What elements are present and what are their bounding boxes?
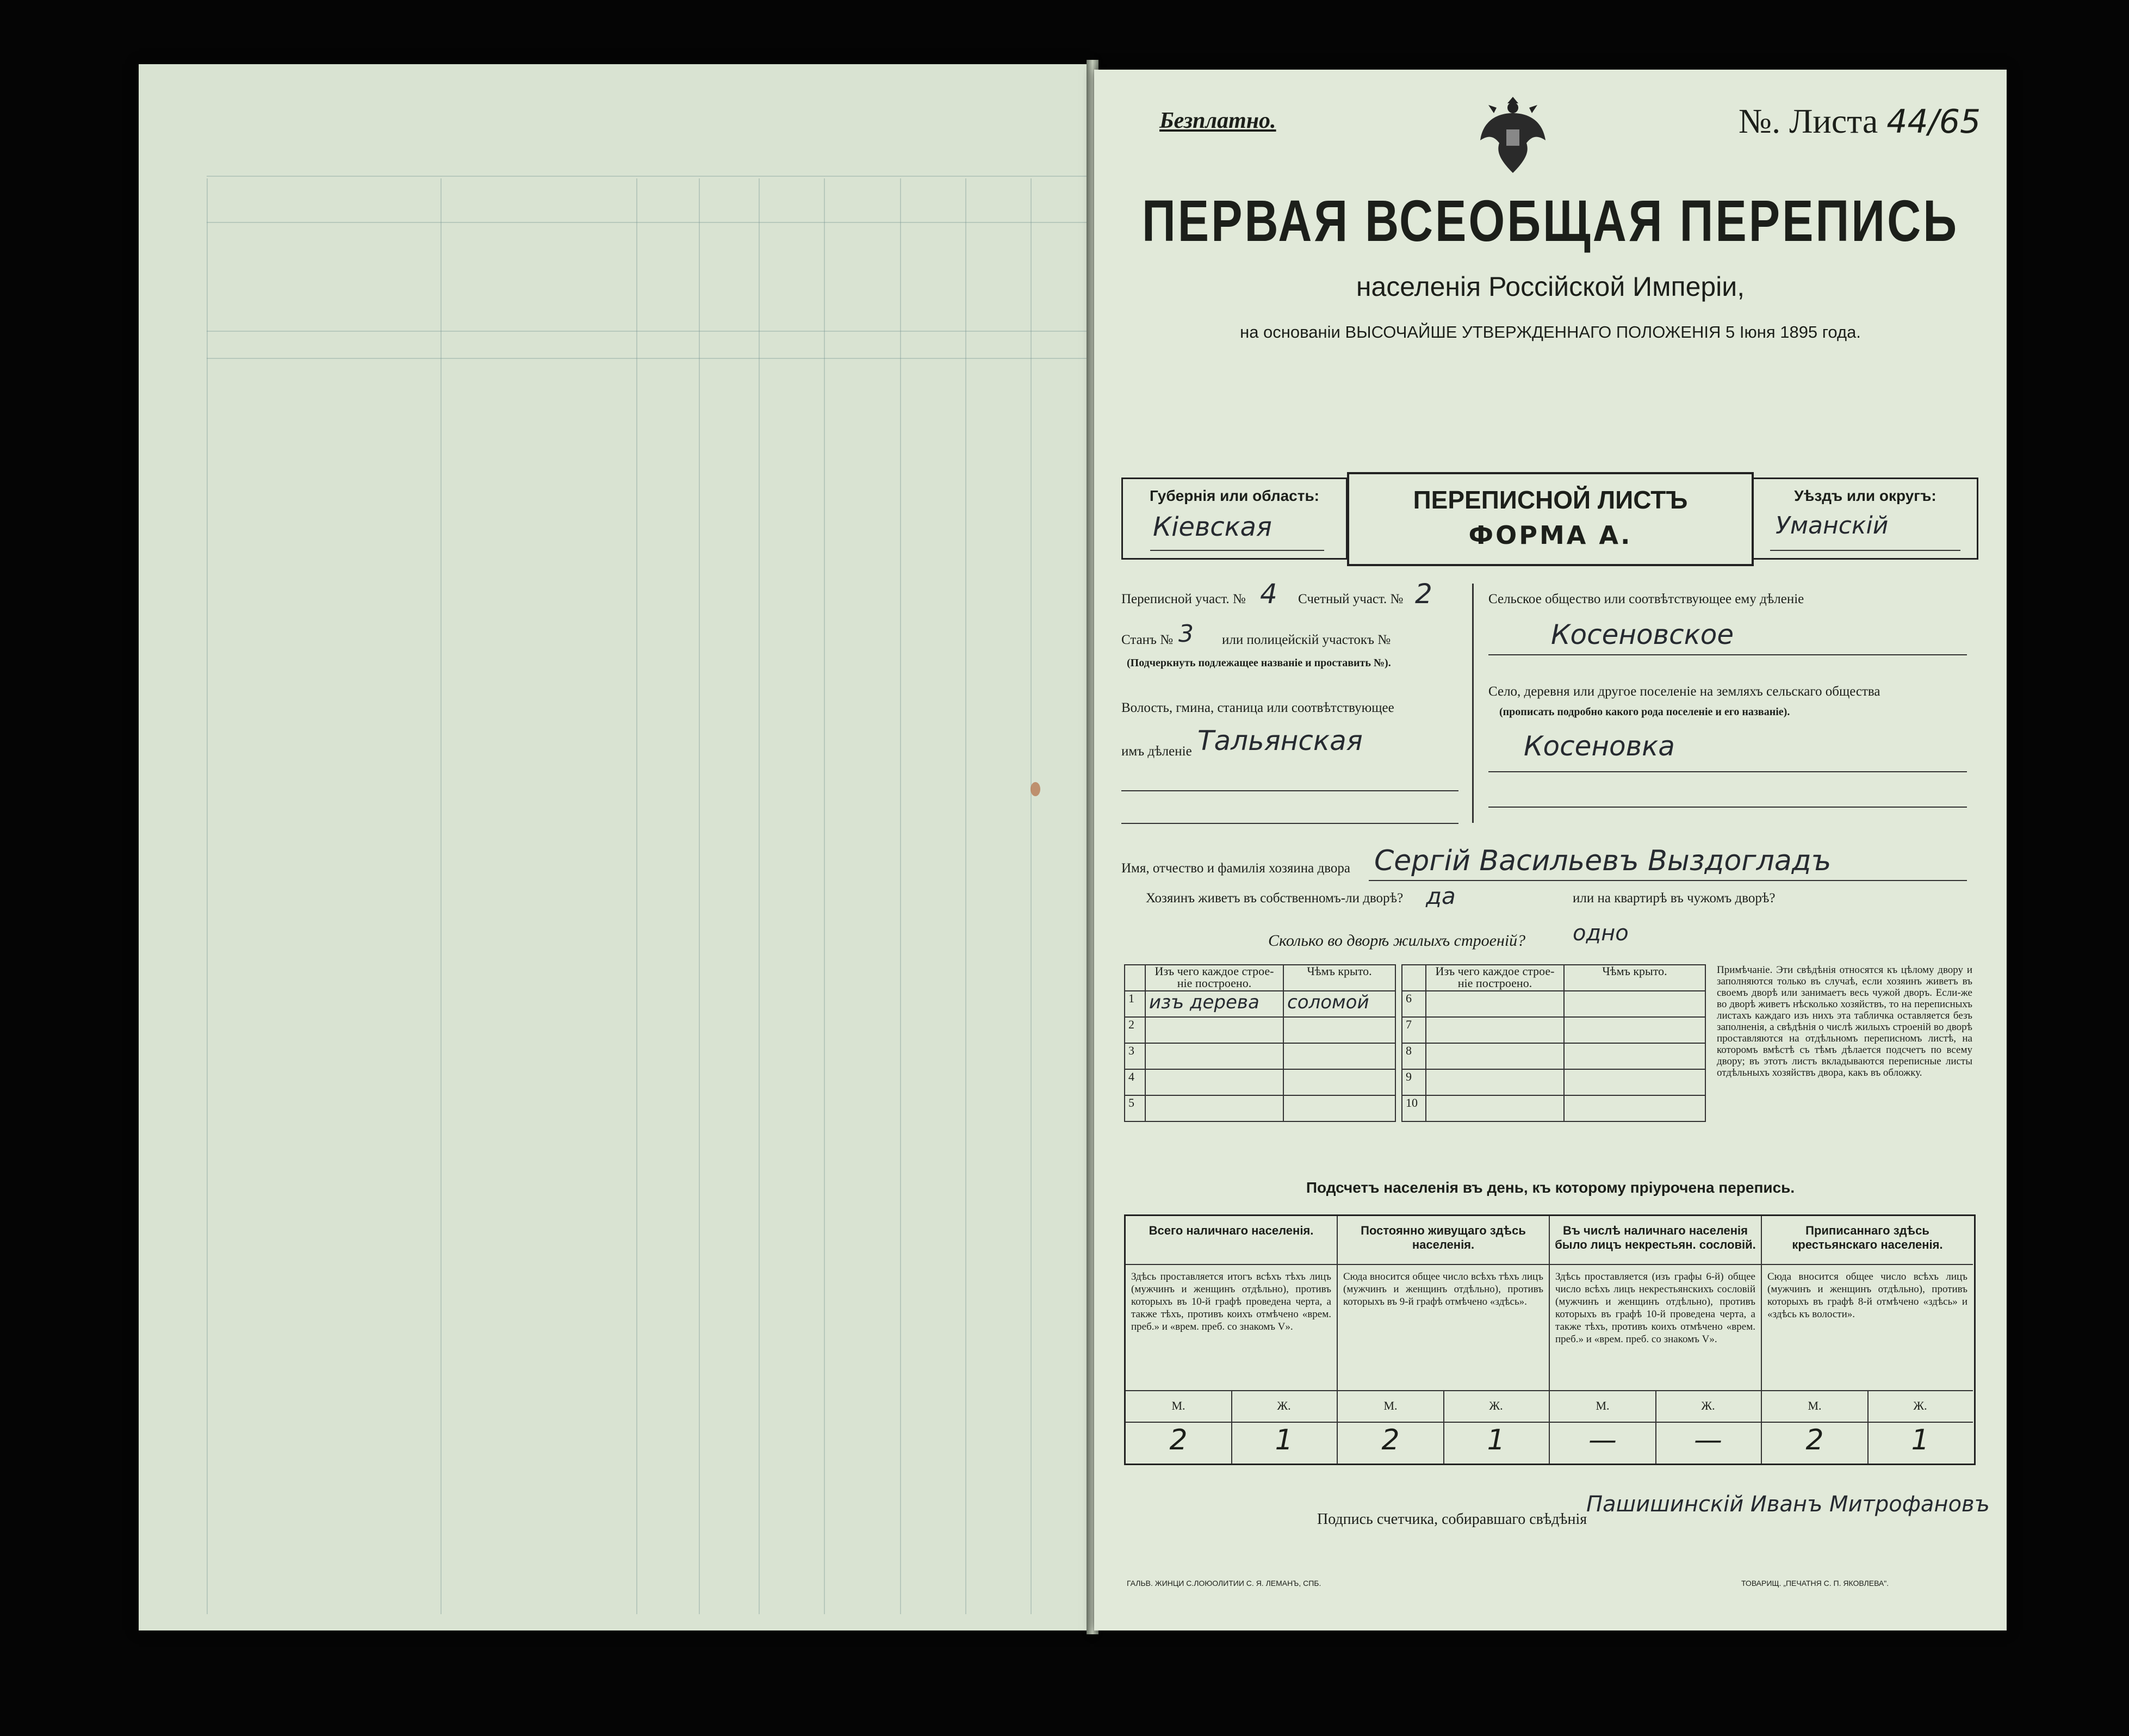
population-heading: Подсчетъ населенія въ день, къ которому пріурочена перепись. [1306, 1179, 1795, 1196]
population-column-desc: Сюда вносится общее число всѣхъ лицъ (мужчинъ и женщинъ отдѣльно), противъ которыхъ въ графѣ 8-й отмѣчено «здѣсь» и «здѣсь къ волости». [1762, 1266, 1973, 1391]
table-row [1402, 1043, 1705, 1069]
row-number: 7 [1402, 1017, 1426, 1043]
ghost-line [207, 331, 1093, 332]
population-column-desc: Здѣсь проставляется итогъ всѣхъ тѣхъ лицъ (мужчинъ и женщинъ отдѣльно), противъ которыхъ въ 10-й графѣ проведена черта, а также тѣхъ, противъ коихъ отмѣчено «врем. преб.» и «врем. преб. со знакомъ V». [1126, 1266, 1337, 1391]
police-label: или полицейскій участокъ № [1222, 633, 1391, 647]
paper-stain [1031, 782, 1040, 796]
female-count: 1 [1911, 1424, 1929, 1456]
material-value [1145, 1017, 1283, 1043]
female-label: Ж. [1231, 1391, 1337, 1423]
material-value: изъ дерева [1145, 991, 1283, 1017]
village-note: (прописать подробно какого рода поселеніе и его названіе). [1499, 706, 1790, 718]
rent-label: или на квартирѣ въ чужомъ дворѣ? [1573, 891, 1776, 906]
underline-note: (Подчеркнуть подлежащее названіе и проставить №). [1127, 657, 1391, 669]
row-number: 9 [1402, 1069, 1426, 1095]
material-value [1426, 991, 1564, 1017]
population-column [1338, 1216, 1550, 1464]
row-number: 8 [1402, 1043, 1426, 1069]
female-count: — [1694, 1424, 1722, 1456]
table-row [1125, 1095, 1395, 1121]
counter-signature: Пашишинскій Иванъ Митрофановъ [1586, 1492, 1990, 1517]
population-column [1762, 1216, 1973, 1464]
roof-value [1283, 1043, 1395, 1069]
table-cell-num-head [1125, 965, 1145, 991]
buildings-table-right [1401, 964, 1706, 1122]
ghost-line [207, 358, 1093, 359]
male-count: — [1588, 1424, 1617, 1456]
province-label: Губернія или область: [1149, 487, 1320, 504]
underline [1121, 823, 1458, 824]
male-label: М. [1550, 1391, 1655, 1423]
female-label: Ж. [1655, 1391, 1761, 1423]
roof-value [1564, 1095, 1705, 1121]
ghost-line [824, 178, 825, 1614]
row-number: 3 [1125, 1043, 1145, 1069]
ghost-line [699, 178, 700, 1614]
ghost-line [636, 178, 637, 1614]
underline [1369, 880, 1967, 881]
village-value: Косеновка [1524, 730, 1675, 762]
col-roof-head: Чѣмъ крыто. [1283, 965, 1395, 991]
population-column-head: Приписаннаго здѣсь крестьянскаго населенія. [1762, 1216, 1973, 1265]
form-subtitle: населенія Россійской Имперіи, [1356, 271, 1745, 302]
row-number: 1 [1125, 991, 1145, 1017]
society-value: Косеновское [1551, 619, 1734, 650]
underline [1488, 654, 1967, 655]
population-table [1124, 1214, 1976, 1465]
male-count: 2 [1381, 1424, 1400, 1456]
sheet-number-label: №. Листа [1739, 102, 1878, 140]
ghost-line [440, 178, 442, 1614]
printer-imprint-left: ГАЛЬВ. ЖИНЦИ С.ЛОЮОЛИТИИ С. Я. ЛЕМАНЪ, СПБ. [1127, 1579, 1321, 1588]
underline [1488, 807, 1967, 808]
material-value [1145, 1095, 1283, 1121]
population-column-desc: Сюда вносится общее число всѣхъ тѣхъ лицъ (мужчинъ и женщинъ отдѣльно), противъ которыхъ въ 9-й графѣ отмѣчено «здѣсь». [1338, 1266, 1549, 1391]
sheet-number [1739, 101, 1981, 141]
material-value [1426, 1069, 1564, 1095]
census-form-page [1094, 70, 2007, 1630]
population-column-head: Въ числѣ наличнаго населенія было лицъ некрестьян. сословій. [1550, 1216, 1761, 1265]
ghost-line [900, 178, 901, 1614]
material-value [1145, 1043, 1283, 1069]
population-column [1126, 1216, 1338, 1464]
ghost-line [759, 178, 760, 1614]
col-material-head: Изъ чего каждое строе-ніе построено. [1145, 965, 1283, 991]
male-count: 2 [1805, 1424, 1824, 1456]
free-label: Безплатно. [1159, 108, 1276, 133]
buildings-note: Примѣчаніе. Эти свѣдѣнія относятся къ цѣлому двору и заполняются только въ случаѣ, если хозяинъ живетъ въ своемъ дворѣ или занимаетъ весь чужой дворъ. Если-же во дворѣ живетъ нѣсколько хозяйствъ, то на переписныхъ листахъ каждаго изъ нихъ эта табличка оставляется безъ заполненія, а свѣдѣнія о числѣ жилыхъ строеній во дворѣ проставляются на отдѣльномъ переписномъ листѣ, на которомъ вмѣстѣ съ тѣмъ дѣлается подсчетъ по всему двору; въ этотъ листъ вкладываются переписные листы отдѣльныхъ хозяйствъ двора, какъ въ обложку. [1717, 964, 1972, 1078]
ghost-line [207, 178, 208, 1614]
roof-value [1564, 1069, 1705, 1095]
row-number: 4 [1125, 1069, 1145, 1095]
province-value: Кіевская [1153, 512, 1272, 542]
table-row [1402, 1069, 1705, 1095]
male-label: М. [1338, 1391, 1443, 1423]
table-row [1125, 1017, 1395, 1043]
district-box [1752, 478, 1978, 560]
table-row [1125, 1069, 1395, 1095]
female-count: 1 [1275, 1424, 1293, 1456]
buildings-table-left [1124, 964, 1396, 1122]
form-title-box [1347, 472, 1754, 566]
underline [1770, 550, 1960, 551]
buildings-value: одно [1573, 921, 1629, 946]
roof-value: соломой [1283, 991, 1395, 1017]
buildings-label: Сколько во дворѣ жилыхъ строеній? [1268, 932, 1526, 950]
underline [1488, 771, 1967, 772]
ghost-line [965, 178, 966, 1614]
roof-value [1564, 1017, 1705, 1043]
owner-value: Сергій Васильевъ Выздогладъ [1374, 845, 1832, 877]
printer-imprint-right: ТОВАРИЩ. „ПЕЧАТНЯ С. П. ЯКОВЛЕВА". [1741, 1579, 1889, 1588]
left-page-reverse [139, 64, 1090, 1630]
ghost-line [207, 222, 1093, 223]
signature-label: Подпись счетчика, собиравшаго свѣдѣнія [1317, 1511, 1587, 1528]
roof-value [1564, 1043, 1705, 1069]
material-value [1145, 1069, 1283, 1095]
ghost-line [207, 176, 1093, 177]
society-label: Сельское общество или соотвѣтствующее ему дѣленіе [1488, 592, 1804, 606]
village-label: Село, деревня или другое поселеніе на земляхъ сельскаго общества [1488, 684, 1880, 699]
population-column-head: Всего наличнаго населенія. [1126, 1216, 1337, 1265]
material-value [1426, 1095, 1564, 1121]
female-label: Ж. [1443, 1391, 1549, 1423]
table-cell-num-head [1402, 965, 1426, 991]
male-label: М. [1762, 1391, 1867, 1423]
female-label: Ж. [1867, 1391, 1973, 1423]
table-row [1125, 1043, 1395, 1069]
roof-value [1283, 1017, 1395, 1043]
roof-value [1283, 1095, 1395, 1121]
roof-value [1283, 1069, 1395, 1095]
table-row [1402, 991, 1705, 1017]
count-area-label: Счетный участ. № [1298, 592, 1404, 606]
row-number: 2 [1125, 1017, 1145, 1043]
census-area-value: 4 [1260, 578, 1277, 610]
stan-label: Станъ № [1121, 633, 1174, 647]
stan-value: 3 [1178, 620, 1194, 648]
district-label: Уѣздъ или округъ: [1794, 487, 1936, 504]
female-count: 1 [1487, 1424, 1505, 1456]
material-value [1426, 1043, 1564, 1069]
double-headed-eagle-emblem [1475, 91, 1551, 178]
population-column-desc: Здѣсь проставляется (изъ графы 6-й) общее число всѣхъ лицъ некрестьянскихъ сословій (мужчинъ и женщинъ отдѣльно), противъ которыхъ въ графѣ 10-й проведена черта, а также тѣхъ, противъ коихъ отмѣчено «врем. преб.» и «врем. преб. со знакомъ V». [1550, 1266, 1761, 1391]
district-value: Уманскій [1776, 512, 1889, 540]
ghost-line [1031, 178, 1032, 1614]
volost-label-2: имъ дѣленіе [1121, 744, 1192, 759]
row-number: 10 [1402, 1095, 1426, 1121]
volost-label: Волость, гмина, станица или соотвѣтствующее [1121, 700, 1394, 715]
own-yard-value: да [1426, 883, 1456, 909]
own-yard-label: Хозяинъ живетъ въ собственномъ-ли дворѣ? [1146, 891, 1404, 906]
underline [1150, 550, 1324, 551]
underline [1121, 790, 1458, 791]
owner-label: Имя, отчество и фамилія хозяина двора [1121, 861, 1350, 876]
population-column [1550, 1216, 1762, 1464]
population-column-head: Постоянно живущаго здѣсь населенія. [1338, 1216, 1549, 1265]
sheet-number-value: 44/65 [1886, 103, 1981, 141]
roof-value [1564, 991, 1705, 1017]
table-row [1125, 991, 1395, 1017]
census-area-label: Переписной участ. № [1121, 592, 1246, 606]
count-area-value: 2 [1415, 578, 1432, 610]
male-count: 2 [1169, 1424, 1188, 1456]
form-title-line2: ФОРМА А. [1468, 520, 1633, 550]
row-number: 5 [1125, 1095, 1145, 1121]
table-row [1402, 1017, 1705, 1043]
province-box [1121, 478, 1348, 560]
form-title-line1: ПЕРЕПИСНОЙ ЛИСТЪ [1413, 486, 1688, 514]
form-main-title: ПЕРВАЯ ВСЕОБЩАЯ ПЕРЕПИСЬ [1141, 188, 1959, 254]
row-number: 6 [1402, 991, 1426, 1017]
field-divider [1472, 584, 1474, 823]
col-material-head: Изъ чего каждое строе-ніе построено. [1426, 965, 1564, 991]
male-label: М. [1126, 1391, 1231, 1423]
material-value [1426, 1017, 1564, 1043]
legal-basis: на основаніи ВЫСОЧАЙШЕ УТВЕРЖДЕННАГО ПОЛОЖЕНІЯ 5 Іюня 1895 года. [1240, 323, 1861, 342]
col-roof-head: Чѣмъ крыто. [1564, 965, 1705, 991]
table-row [1402, 1095, 1705, 1121]
volost-value: Тальянская [1197, 725, 1363, 757]
